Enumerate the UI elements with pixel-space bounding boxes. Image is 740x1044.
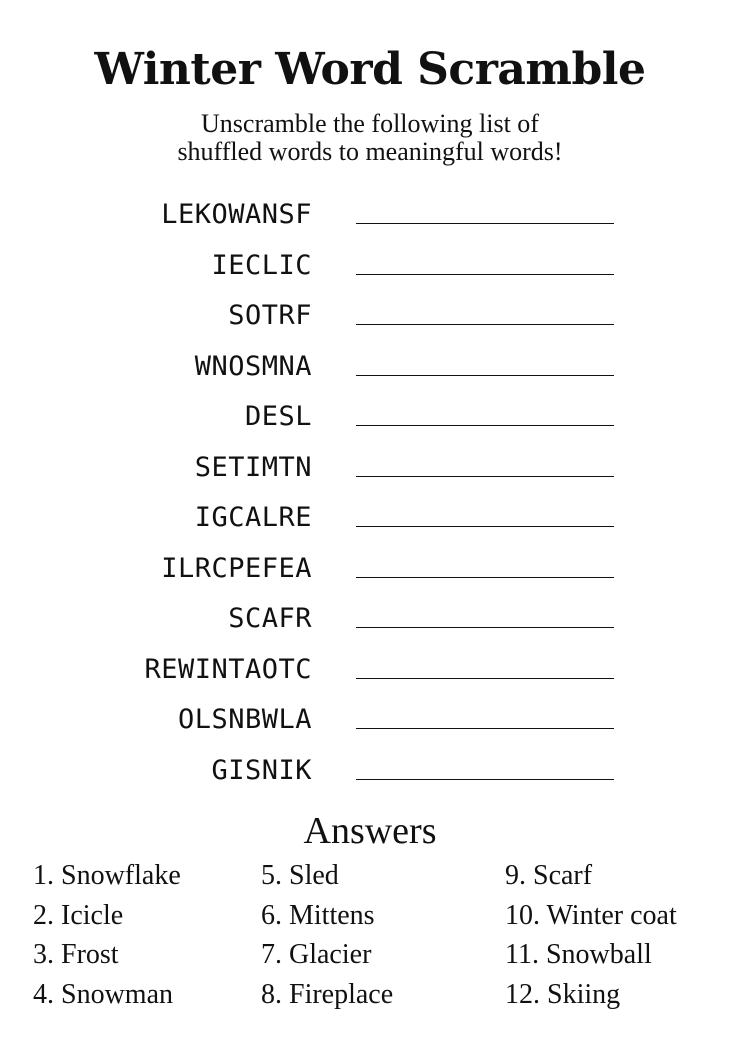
answer-item: 3. Frost — [33, 939, 119, 970]
scrambled-word: REWINTAOTC — [144, 653, 312, 685]
answer-item: 5. Sled — [261, 860, 339, 891]
answers-column-2 — [261, 856, 393, 1014]
scrambled-word: WNOSMNA — [194, 350, 312, 382]
answer-item: 11. Snowball — [505, 939, 652, 970]
scrambled-word: LEKOWANSF — [161, 199, 312, 230]
answer-blank-line[interactable] — [356, 223, 614, 224]
scrambled-word: IGCALRE — [194, 502, 312, 533]
scrambled-word: DESL — [244, 401, 312, 432]
page-title: Winter Word Scramble — [94, 44, 646, 95]
scramble-row — [0, 247, 740, 298]
answer-item: 10. Winter coat — [505, 899, 677, 931]
answer-blank-line[interactable] — [356, 375, 614, 376]
answer-item: 2. Icicle — [33, 899, 124, 931]
scrambled-word: IECLIC — [211, 249, 312, 281]
instructions — [0, 110, 740, 166]
scramble-row — [0, 752, 740, 803]
answer-item: 9. Scarf — [505, 860, 593, 891]
scramble-row — [0, 701, 740, 752]
scrambled-word: SETIMTN — [194, 451, 312, 483]
answer-item: 6. Mittens — [261, 899, 375, 931]
answer-blank-line[interactable] — [356, 627, 614, 628]
answer-blank-line[interactable] — [356, 678, 614, 679]
instructions-line-2: shuffled words to meaningful words! — [177, 137, 563, 166]
answer-blank-line[interactable] — [356, 728, 614, 729]
answer-item: 12. Skiing — [505, 978, 621, 1010]
scramble-row — [0, 449, 740, 500]
answer-item: 4. Snowman — [33, 978, 173, 1010]
instructions-line-1: Unscramble the following list of — [201, 109, 539, 138]
answer-blank-line[interactable] — [356, 476, 614, 477]
answer-blank-line[interactable] — [356, 324, 614, 325]
scramble-row — [0, 651, 740, 702]
answer-blank-line[interactable] — [356, 526, 614, 527]
scramble-row — [0, 196, 740, 247]
answers-column-3 — [505, 856, 677, 1014]
scramble-row — [0, 499, 740, 550]
answer-blank-line[interactable] — [356, 425, 614, 426]
answers-heading: Answers — [303, 810, 437, 852]
scrambled-word: SCAFR — [228, 603, 312, 634]
answer-item: 1. Snowflake — [33, 860, 181, 891]
answer-item: 8. Fireplace — [261, 978, 394, 1010]
answers-column-1 — [33, 856, 181, 1014]
answer-blank-line[interactable] — [356, 779, 614, 780]
scramble-list — [0, 196, 740, 802]
answer-blank-line[interactable] — [356, 274, 614, 275]
scramble-row — [0, 600, 740, 651]
scramble-row — [0, 550, 740, 601]
scramble-row — [0, 297, 740, 348]
scrambled-word: SOTRF — [228, 300, 312, 331]
scramble-row — [0, 398, 740, 449]
scrambled-word: OLSNBWLA — [177, 704, 312, 735]
answer-item: 7. Glacier — [261, 939, 372, 970]
answer-blank-line[interactable] — [356, 577, 614, 578]
scrambled-word: ILRCPEFEA — [161, 552, 312, 584]
scrambled-word: GISNIK — [211, 754, 312, 786]
scramble-row — [0, 348, 740, 399]
